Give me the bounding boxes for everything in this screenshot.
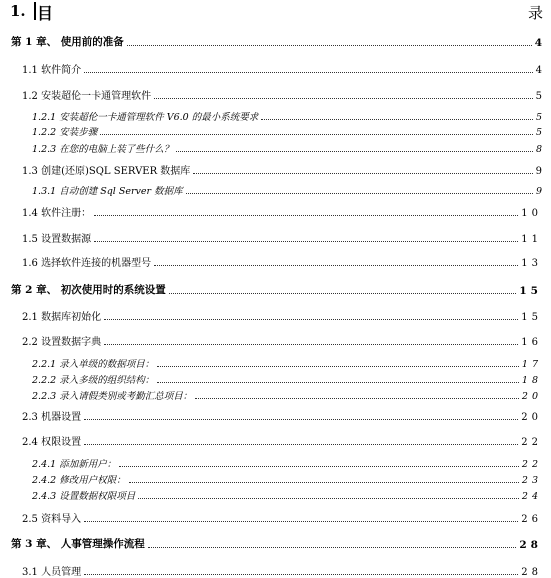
toc-entry-page: 9 <box>535 166 542 177</box>
toc-entry[interactable] <box>0 472 551 486</box>
toc-entry-label: 1.1 软件简介 <box>22 65 82 76</box>
toc-entry[interactable] <box>0 334 551 348</box>
toc-entry-page: 4 <box>535 65 542 76</box>
text-cursor <box>34 2 36 20</box>
toc-entry-page: 9 <box>535 186 542 197</box>
dot-leader <box>148 546 517 548</box>
toc-entry-label: 2.4.3 设置数据权限项目 <box>32 491 136 502</box>
heading-number: 1. <box>10 2 26 20</box>
toc-entry-page: 8 <box>535 144 542 155</box>
dot-leader <box>104 343 518 345</box>
toc-entry-label: 2.2 设置数据字典 <box>22 337 102 348</box>
dot-leader <box>84 418 518 420</box>
toc-entry-label: 3.1 人员管理 <box>22 567 82 578</box>
toc-entry[interactable] <box>0 409 551 423</box>
toc-entry-page: 24 <box>521 491 542 502</box>
toc-entry[interactable] <box>0 488 551 502</box>
toc-entry[interactable] <box>0 283 551 297</box>
toc-entry-page: 16 <box>521 337 542 348</box>
toc-entry-page: 17 <box>521 359 542 370</box>
toc-entry[interactable] <box>0 372 551 386</box>
toc-entry-label: 1.2.1 安装超伦一卡通管理软件 V6.0 的最小系统要求 <box>32 112 259 123</box>
heading-right-char: 录 <box>527 4 543 22</box>
toc-entry-label: 2.4.1 添加新用户： <box>32 459 117 470</box>
dot-leader <box>195 397 519 399</box>
toc-entry-label: 1.2.3 在您的电脑上装了些什么？ <box>32 144 174 155</box>
dot-leader <box>94 240 518 242</box>
toc-entry-label: 2.4 权限设置 <box>22 437 82 448</box>
dot-leader <box>84 573 518 575</box>
toc-entry[interactable] <box>0 388 551 402</box>
toc-entry[interactable] <box>0 231 551 245</box>
toc-entry-page: 18 <box>521 375 542 386</box>
toc-entry-page: 22 <box>521 437 542 448</box>
toc-entry-page: 10 <box>521 208 542 219</box>
dot-leader <box>261 118 533 120</box>
toc-entry-label: 1.2 安装超伦一卡通管理软件 <box>22 91 152 102</box>
dot-leader <box>176 150 533 152</box>
toc-entry-page: 15 <box>519 285 542 297</box>
dot-leader <box>154 264 518 266</box>
toc-entry-label: 第 3 章、 人事管理操作流程 <box>11 538 145 550</box>
toc-entry-page: 15 <box>521 312 542 323</box>
toc-entry[interactable] <box>0 537 551 551</box>
dot-leader <box>157 381 519 383</box>
dot-leader <box>84 443 518 445</box>
toc-entry-page: 5 <box>535 127 542 138</box>
heading-char: 目 <box>37 4 54 23</box>
toc-entry-page: 28 <box>521 567 542 578</box>
toc-entry-label: 2.1 数据库初始化 <box>22 312 102 323</box>
dot-leader <box>169 292 517 294</box>
toc-entry[interactable] <box>0 434 551 448</box>
toc-entry-page: 20 <box>521 412 542 423</box>
toc-entry-label: 第 1 章、 使用前的准备 <box>11 36 124 48</box>
dot-leader <box>138 497 519 499</box>
toc-entry[interactable] <box>0 88 551 102</box>
toc-entry[interactable] <box>0 456 551 470</box>
toc-entry-label: 1.3 创建(还原)SQL SERVER 数据库 <box>22 166 191 177</box>
dot-leader <box>84 71 533 73</box>
toc-entry-label: 第 2 章、 初次使用时的系统设置 <box>11 284 166 296</box>
toc-entry-label: 1.5 设置数据源 <box>22 234 92 245</box>
toc-entry-label: 1.2.2 安装步骤 <box>32 127 98 138</box>
toc-entry-label: 2.5 资料导入 <box>22 514 82 525</box>
dot-leader <box>84 520 518 522</box>
toc-entry-page: 13 <box>521 258 542 269</box>
toc-entry-page: 20 <box>521 391 542 402</box>
toc-entry-page: 11 <box>521 234 542 245</box>
toc-entry[interactable] <box>0 35 551 49</box>
toc-entry[interactable] <box>0 255 551 269</box>
toc-entry-label: 2.2.3 录入请假类别或考勤汇总项目： <box>32 391 193 402</box>
toc-entry-page: 22 <box>521 459 542 470</box>
dot-leader <box>154 97 533 99</box>
dot-leader <box>186 192 533 194</box>
toc-entry[interactable] <box>0 109 551 123</box>
toc-entry-page: 4 <box>534 37 542 49</box>
toc-entry-label: 2.2.2 录入多级的组织结构： <box>32 375 155 386</box>
toc-entry-page: 5 <box>535 91 542 102</box>
toc-entry[interactable] <box>0 356 551 370</box>
toc-entry[interactable] <box>0 564 551 578</box>
toc-entry-label: 2.2.1 录入单级的数据项目： <box>32 359 155 370</box>
toc-entry-page: 28 <box>519 539 542 551</box>
toc-entry[interactable] <box>0 309 551 323</box>
toc-entry-page: 5 <box>535 112 542 123</box>
dot-leader <box>129 481 519 483</box>
dot-leader <box>157 365 519 367</box>
dot-leader <box>94 214 518 216</box>
dot-leader <box>100 133 533 135</box>
toc-entry[interactable] <box>0 511 551 525</box>
toc-entry-label: 1.6 选择软件连接的机器型号 <box>22 258 152 269</box>
toc-entry[interactable] <box>0 205 551 219</box>
toc-entry[interactable] <box>0 183 551 197</box>
dot-leader <box>193 172 532 174</box>
toc-entry[interactable] <box>0 124 551 138</box>
toc-entry-label: 2.4.2 修改用户权限： <box>32 475 126 486</box>
toc-entry-label: 2.3 机器设置 <box>22 412 82 423</box>
toc-entry-label: 1.3.1 自动创建 Sql Server 数据库 <box>32 186 183 197</box>
dot-leader <box>127 44 532 46</box>
toc-entry[interactable] <box>0 141 551 155</box>
toc-entry-page: 26 <box>521 514 542 525</box>
toc-entry[interactable] <box>0 62 551 76</box>
dot-leader <box>119 465 519 467</box>
toc-entry[interactable] <box>0 163 551 177</box>
toc-entry-label: 1.4 软件注册： <box>22 208 92 219</box>
toc-entry-page: 23 <box>521 475 542 486</box>
dot-leader <box>104 318 518 320</box>
